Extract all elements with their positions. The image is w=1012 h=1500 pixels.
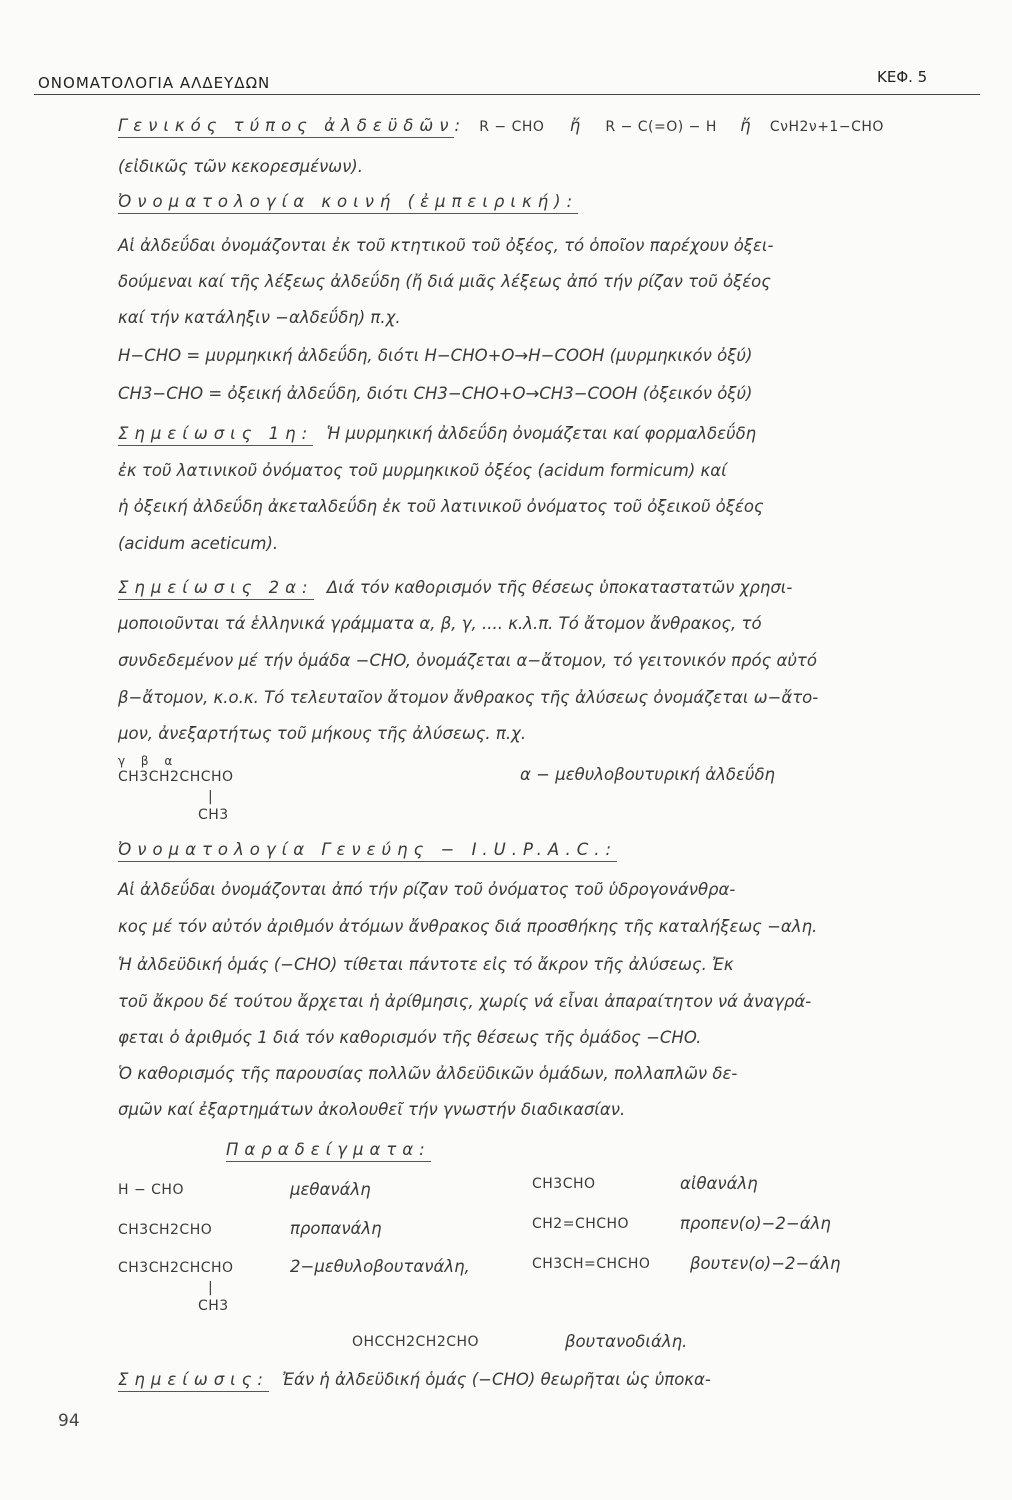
note1-text: Ἡ μυρμηκική ἀλδεΰδη ὀνομάζεται καί φορμαλδεΰδη [326,424,757,443]
example-structure-name: α − μεθυλοβουτυρική ἀλδεΰδη [520,765,776,784]
paragraph-line: β−ἄτομον, κ.ο.κ. Τό τελευταῖον ἄτομον ἄνθρακος τῆς ἀλύσεως ὀνομάζεται ω−ἄτο- [118,688,819,707]
example-name: μεθανάλη [290,1180,371,1199]
paragraph-line: κος μέ τόν αὐτόν ἀριθμόν ἀτόμων ἄνθρακος διά προσθήκης τῆς καταλήξεως −αλη. [118,917,818,936]
example-formula: H − CHO [118,1182,184,1198]
example-formula: CH2=CHCHO [532,1216,630,1232]
note1-line [118,424,756,443]
formula-r-cho: R − CHO [479,119,545,135]
paragraph-line: Αἱ ἀλδεΰδαι ὀνομάζονται ἐκ τοῦ κτητικοῦ τοῦ ὀξέος, τό ὁποῖον παρέχουν ὀξει- [118,236,774,255]
paragraph-line: ἐκ τοῦ λατινικοῦ ὀνόματος τοῦ μυρμηκικοῦ ὀξέος (acidum formicum) καί [118,461,727,480]
example-name: προπεν(ο)−2−άλη [680,1214,831,1233]
example-name: βουτεν(ο)−2−άλη [690,1254,841,1273]
general-formula-line [118,116,884,135]
chapter-label: ΚΕΦ. 5 [877,68,928,86]
branch-bond: | [208,789,214,805]
example-formula: CH3CH=CHCHO [532,1256,651,1272]
note1-label: Σημείωσις 1η: [118,424,313,446]
examples-heading [226,1140,431,1159]
example-name: προπανάλη [290,1219,382,1238]
example-branch-methyl: CH3 [198,1298,229,1314]
example-formula: CH3CH2CHO [118,1222,213,1238]
or-word: ἤ [740,116,751,135]
iupac-heading-text: Ὀνοματολογία Γενεύης − I.U.P.A.C.: [118,840,617,862]
paragraph-line: (acidum aceticum). [118,534,279,553]
saturated-note: (εἰδικῶς τῶν κεκορεσμένων). [118,157,363,176]
formula-cnh2n1-cho: CνH2ν+1−CHO [769,119,884,135]
paragraph-line: Ἡ ἀλδεϋδική ὁμάς (−CHO) τίθεται πάντοτε εἰς τό ἄκρον τῆς ἀλύσεως. Ἐκ [118,955,734,974]
example-acetic: CH3−CHO = ὀξεική ἀλδεΰδη, διότι CH3−CHO+O→CH3−COOH (ὀξεικόν ὀξύ) [118,384,753,403]
branch-bond: | [208,1280,214,1296]
paragraph-line: μον, ἀνεξαρτήτως τοῦ μήκους τῆς ἀλύσεως. π.χ. [118,724,527,743]
examples-heading-text: Παραδείγματα: [226,1140,431,1162]
example-formula: CH3CHO [532,1176,596,1192]
paragraph-line: δούμεναι καί τῆς λέξεως ἀλδεΰδη (ἤ διά μιᾶς λέξεως ἀπό τήν ρίζαν τοῦ ὀξέος [118,272,771,291]
page-number: 94 [58,1411,80,1431]
note3-text: Ἐάν ἡ ἀλδεϋδική ὁμάς (−CHO) θεωρῆται ὡς ὑποκα- [282,1370,711,1389]
paragraph-line: συνδεδεμένον μέ τήν ὁμάδα −CHO, ὀνομάζεται α−ἄτομον, τό γειτονικόν πρός αὐτό [118,651,817,670]
paragraph-line: καί τήν κατάληξιν −αλδεΰδη) π.χ. [118,308,401,327]
note2-line [118,578,792,597]
note3-line [118,1370,711,1389]
formula-r-c-o-h: R − C(=O) − H [605,119,717,135]
note2-label: Σημείωσις 2α: [118,578,314,600]
or-word: ἤ [569,116,581,135]
example-branch-methyl: CH3 [198,807,229,823]
colon: : [454,116,460,135]
iupac-heading [118,840,617,859]
greek-position-labels: γ β α [118,754,179,768]
paragraph-line: μοποιοῦνται τά ἑλληνικά γράμματα α, β, γ, .... κ.λ.π. Τό ἄτομον ἄνθρακος, τό [118,614,762,633]
example-name: βουτανοδιάλη. [565,1332,688,1351]
paragraph-line: σμῶν καί ἐξαρτημάτων ἀκολουθεῖ τήν γνωστήν διαδικασίαν. [118,1100,626,1119]
paragraph-line: Αἱ ἀλδεΰδαι ὀνομάζονται ἀπό τήν ρίζαν τοῦ ὀνόματος τοῦ ὑδρογονάνθρα- [118,880,736,899]
paragraph-line: φεται ὁ ἀριθμός 1 διά τόν καθορισμόν τῆς θέσεως τῆς ὁμάδος −CHO. [118,1028,702,1047]
example-structure-formula: CH3CH2CHCHO [118,769,234,785]
paragraph-line: τοῦ ἄκρου δέ τούτου ἄρχεται ἡ ἀρίθμησις, χωρίς νά εἶναι ἀπαραίτητον νά ἀναγρά- [118,992,812,1011]
example-name: 2−μεθυλοβουτανάλη, [290,1257,470,1276]
paragraph-line: Ὁ καθορισμός τῆς παρουσίας πολλῶν ἀλδεϋδικῶν ὁμάδων, πολλαπλῶν δε- [118,1064,738,1083]
example-formic: H−CHO = μυρμηκική ἀλδεΰδη, διότι H−CHO+O→H−COOH (μυρμηκικόν ὀξύ) [118,346,753,365]
running-header-title: ΟΝΟΜΑΤΟΛΟΓΙΑ ΑΛΔΕΥΔΩΝ [38,74,271,92]
common-name-heading [118,192,578,211]
example-name: αἰθανάλη [680,1174,758,1193]
note3-label: Σημείωσις: [118,1370,269,1392]
header-rule [34,94,980,95]
common-name-heading-text: Ὀνοματολογία κοινή (ἐμπειρική): [118,192,578,214]
general-formula-heading: Γενικός τύπος ἀλδεϋδῶν [118,116,454,138]
example-formula: CH3CH2CHCHO [118,1260,234,1276]
example-formula: OHCCH2CH2CHO [352,1334,480,1350]
note2-text: Διά τόν καθορισμόν τῆς θέσεως ὑποκαταστατῶν χρησι- [326,578,793,597]
paragraph-line: ἡ ὀξεική ἀλδεΰδη ἀκεταλδεΰδη ἐκ τοῦ λατινικοῦ ὀνόματος τοῦ ὀξεικοῦ ὀξέος [118,497,764,516]
